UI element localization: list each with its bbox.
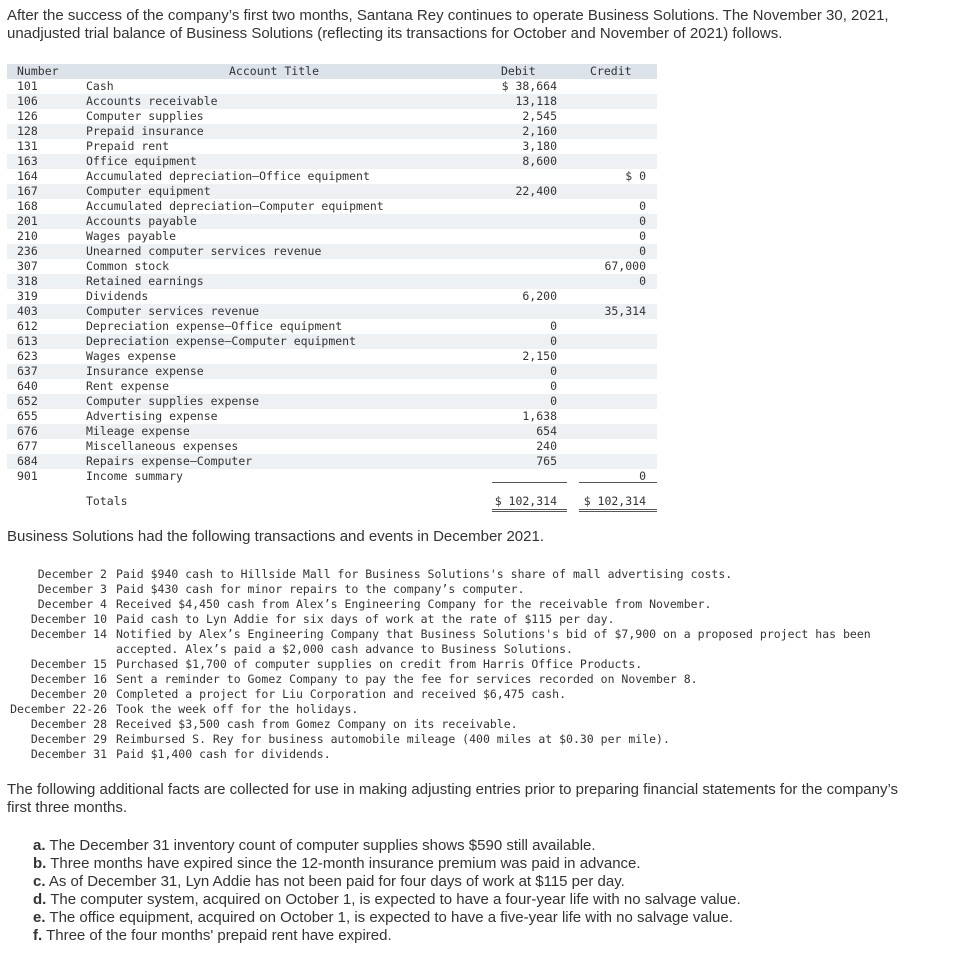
account-number: 676 [17, 424, 38, 438]
debit-amount: 2,545 [522, 109, 557, 123]
account-number: 652 [17, 394, 38, 408]
transaction-item [0, 627, 969, 642]
debit-amount: 0 [550, 364, 557, 378]
account-title: Prepaid insurance [86, 124, 204, 138]
totals-credit: $ 102,314 [583, 494, 646, 508]
account-number: 201 [17, 214, 38, 228]
credit-amount: 35,314 [604, 304, 646, 318]
table-row [7, 259, 657, 274]
account-title: Accounts receivable [86, 94, 218, 108]
account-title: Computer supplies expense [86, 394, 260, 408]
table-row [7, 229, 657, 244]
fact-item [33, 909, 741, 927]
account-title: Accounts payable [86, 214, 197, 228]
transaction-text: Completed a project for Liu Corporation and received $6,475 cash. [116, 687, 567, 701]
totals-label: Totals [86, 494, 128, 508]
transaction-item [0, 687, 969, 702]
transaction-item [0, 747, 969, 762]
fact-text: The December 31 inventory count of computer supplies shows $590 still available. [49, 837, 596, 854]
account-title: Depreciation expense—Computer equipment [86, 334, 357, 348]
account-title: Insurance expense [86, 364, 204, 378]
transaction-item [0, 672, 969, 687]
account-number: 128 [17, 124, 38, 138]
account-number: 677 [17, 439, 38, 453]
account-title: Income summary [86, 469, 183, 483]
transaction-text: Paid cash to Lyn Addie for six days of work at the rate of $115 per day. [116, 612, 615, 626]
transaction-text: Paid $1,400 cash for dividends. [116, 747, 331, 761]
table-row [7, 289, 657, 304]
transaction-text: Took the week off for the holidays. [116, 702, 359, 716]
transaction-text: Sent a reminder to Gomez Company to pay the fee for services recorded on November 8. [116, 672, 698, 686]
credit-amount: 0 [639, 274, 646, 288]
transaction-date: December 2 [37, 567, 107, 581]
account-number: 637 [17, 364, 38, 378]
fact-item [33, 927, 741, 945]
account-number: 640 [17, 379, 38, 393]
account-title: Repairs expense—Computer [86, 454, 253, 468]
debit-amount: 765 [536, 454, 557, 468]
table-row [7, 349, 657, 364]
account-title: Dividends [86, 289, 149, 303]
debit-amount: 0 [550, 379, 557, 393]
transaction-item [0, 597, 969, 612]
transaction-item [0, 702, 969, 717]
debit-amount: 240 [536, 439, 557, 453]
table-row [7, 394, 657, 409]
fact-item [33, 855, 741, 873]
account-title: Mileage expense [86, 424, 190, 438]
credit-amount: 67,000 [604, 259, 646, 273]
transaction-item [0, 657, 969, 672]
account-title: Advertising expense [86, 409, 218, 423]
credit-subtotal-rule [579, 482, 657, 483]
table-row [7, 424, 657, 439]
account-title: Wages payable [86, 229, 177, 243]
credit-amount: 0 [639, 214, 646, 228]
transaction-text: Purchased $1,700 of computer supplies on credit from Harris Office Products. [116, 657, 643, 671]
account-number: 210 [17, 229, 38, 243]
intro-paragraph: After the success of the company’s first two months, Santana Rey continues to operate Business Solutions. The November 30, 2021, unadjusted trial balance of Business Solutions (reflecting its transactions for October and November of 2021) follows. [7, 7, 889, 42]
debit-amount: 2,160 [522, 124, 557, 138]
debit-subtotal-rule [492, 482, 567, 483]
account-number: 318 [17, 274, 38, 288]
fact-letter: c. [33, 873, 46, 890]
transaction-date: December 16 [30, 672, 107, 686]
credit-amount: 0 [639, 469, 646, 483]
transaction-item [0, 612, 969, 627]
table-row [7, 139, 657, 154]
account-title: Wages expense [86, 349, 177, 363]
transaction-text: Paid $430 cash for minor repairs to the company’s computer. [116, 582, 525, 596]
table-row [7, 79, 657, 94]
transaction-date: December 20 [30, 687, 107, 701]
account-number: 236 [17, 244, 38, 258]
fact-item [33, 891, 741, 909]
account-title: Common stock [86, 259, 170, 273]
debit-total-double-rule [492, 509, 567, 512]
transactions-list [0, 567, 969, 762]
account-number: 167 [17, 184, 38, 198]
fact-letter: a. [33, 837, 46, 854]
transaction-item [0, 582, 969, 597]
credit-amount: 0 [639, 244, 646, 258]
debit-amount: 3,180 [522, 139, 557, 153]
account-number: 901 [17, 469, 38, 483]
fact-item [33, 873, 741, 891]
table-row [7, 109, 657, 124]
fact-text: The computer system, acquired on October 1, is expected to have a four-year life with no salvage value. [50, 891, 741, 908]
account-number: 106 [17, 94, 38, 108]
account-number: 131 [17, 139, 38, 153]
debit-amount: 0 [550, 334, 557, 348]
header-debit: Debit [501, 64, 536, 78]
fact-letter: d. [33, 891, 47, 908]
header-credit: Credit [590, 64, 632, 78]
transaction-date: December 14 [30, 627, 107, 641]
fact-text: Three of the four months' prepaid rent have expired. [46, 927, 392, 944]
table-row [7, 439, 657, 454]
credit-total-double-rule [579, 509, 657, 512]
table-row [7, 184, 657, 199]
table-row [7, 244, 657, 259]
credit-amount: $ 0 [625, 169, 646, 183]
fact-item [33, 837, 741, 855]
table-row [7, 214, 657, 229]
account-title: Unearned computer services revenue [86, 244, 322, 258]
account-title: Office equipment [86, 154, 197, 168]
debit-amount: 1,638 [522, 409, 557, 423]
account-title: Computer equipment [86, 184, 211, 198]
facts-intro: The following additional facts are collected for use in making adjusting entries prior to preparing financial statements for the company’s first three months. [7, 781, 899, 816]
table-row [7, 409, 657, 424]
transaction-date: December 22-26 [10, 702, 107, 716]
table-body [7, 79, 657, 484]
transaction-date: December 3 [37, 582, 107, 596]
table-row [7, 94, 657, 109]
account-title: Computer supplies [86, 109, 204, 123]
table-row [7, 169, 657, 184]
debit-amount: 13,118 [515, 94, 557, 108]
debit-amount: 8,600 [522, 154, 557, 168]
account-number: 164 [17, 169, 38, 183]
transaction-date: December 31 [30, 747, 107, 761]
table-row [7, 124, 657, 139]
account-number: 168 [17, 199, 38, 213]
transaction-text: Reimbursed S. Rey for business automobile mileage (400 miles at $0.30 per mile). [116, 732, 670, 746]
fact-text: As of December 31, Lyn Addie has not been paid for four days of work at $115 per day. [48, 873, 625, 890]
debit-amount: 6,200 [522, 289, 557, 303]
adjusting-facts-list [33, 837, 741, 945]
account-number: 319 [17, 289, 38, 303]
transaction-text: Notified by Alex’s Engineering Company that Business Solutions's bid of $7,900 on a proposed project has been [116, 627, 871, 641]
account-title: Accumulated depreciation—Office equipment [86, 169, 370, 183]
account-number: 613 [17, 334, 38, 348]
debit-amount: 2,150 [522, 349, 557, 363]
transaction-date: December 28 [30, 717, 107, 731]
table-row [7, 154, 657, 169]
account-number: 684 [17, 454, 38, 468]
table-row [7, 454, 657, 469]
header-account-title: Account Title [229, 64, 320, 78]
transaction-text: accepted. Alex’s paid a $2,000 cash advance to Business Solutions. [116, 642, 573, 656]
fact-letter: b. [33, 855, 47, 872]
account-title: Depreciation expense—Office equipment [86, 319, 343, 333]
account-title: Miscellaneous expenses [86, 439, 239, 453]
account-title: Retained earnings [86, 274, 204, 288]
credit-amount: 0 [639, 229, 646, 243]
account-number: 623 [17, 349, 38, 363]
account-title: Rent expense [86, 379, 170, 393]
trial-balance-table [7, 64, 657, 517]
header-number: Number [17, 64, 59, 78]
account-title: Cash [86, 79, 114, 93]
transaction-date: December 10 [30, 612, 107, 626]
fact-letter: f. [33, 927, 43, 944]
table-row [7, 199, 657, 214]
debit-amount: 0 [550, 394, 557, 408]
transactions-intro: Business Solutions had the following transactions and events in December 2021. [7, 528, 544, 545]
debit-amount: 0 [550, 319, 557, 333]
table-row [7, 364, 657, 379]
table-row [7, 304, 657, 319]
table-row [7, 319, 657, 334]
fact-text: Three months have expired since the 12-month insurance premium was paid in advance. [50, 855, 641, 872]
totals-debit: $ 102,314 [494, 494, 557, 508]
transaction-date: December 4 [37, 597, 107, 611]
account-number: 126 [17, 109, 38, 123]
account-title: Accumulated depreciation—Computer equipment [86, 199, 384, 213]
transaction-date: December 15 [30, 657, 107, 671]
debit-amount: 654 [536, 424, 557, 438]
account-number: 403 [17, 304, 38, 318]
account-title: Computer services revenue [86, 304, 260, 318]
fact-letter: e. [33, 909, 46, 926]
transaction-date: December 29 [30, 732, 107, 746]
credit-amount: 0 [639, 199, 646, 213]
account-number: 612 [17, 319, 38, 333]
account-number: 655 [17, 409, 38, 423]
transaction-text: Paid $940 cash to Hillside Mall for Business Solutions's share of mall advertising costs. [116, 567, 733, 581]
transaction-item [0, 732, 969, 747]
account-number: 163 [17, 154, 38, 168]
fact-text: The office equipment, acquired on October 1, is expected to have a five-year life with no salvage value. [49, 909, 733, 926]
transaction-item [0, 717, 969, 732]
table-row [7, 274, 657, 289]
table-row [7, 379, 657, 394]
table-header [7, 64, 657, 79]
account-number: 307 [17, 259, 38, 273]
debit-amount: 22,400 [515, 184, 557, 198]
table-row [7, 334, 657, 349]
debit-amount: $ 38,664 [501, 79, 557, 93]
transaction-item [0, 567, 969, 582]
account-number: 101 [17, 79, 38, 93]
account-title: Prepaid rent [86, 139, 170, 153]
transaction-text: Received $4,450 cash from Alex’s Engineering Company for the receivable from November. [116, 597, 712, 611]
transaction-continuation [0, 642, 969, 657]
transaction-text: Received $3,500 cash from Gomez Company on its receivable. [116, 717, 518, 731]
